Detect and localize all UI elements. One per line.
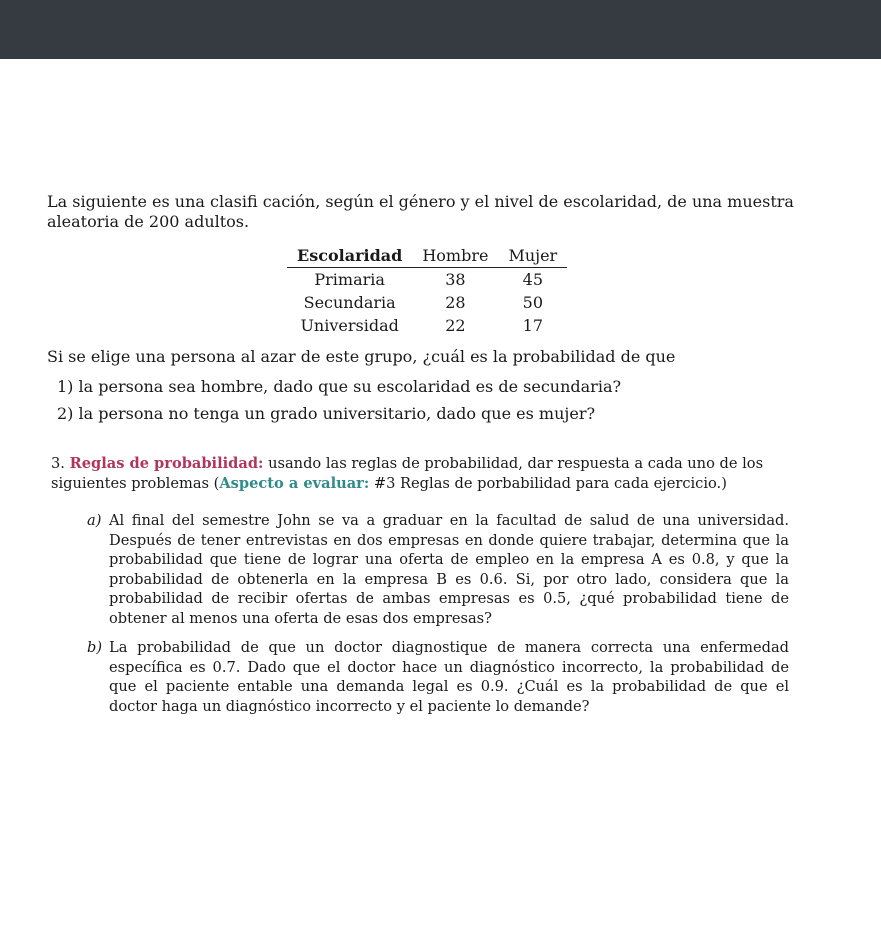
table-cell: 28: [445, 293, 466, 312]
column-header: Hombre: [412, 243, 498, 268]
table-row: [287, 291, 567, 314]
frequency-table: [287, 243, 567, 337]
problem-label: a): [87, 512, 102, 529]
table-header-row: [287, 243, 567, 268]
question-item: 2) la persona no tenga un grado universitario, dado que es mujer?: [57, 404, 596, 423]
table-row: [287, 268, 567, 292]
table-cell: 38: [445, 270, 466, 289]
section-title: Reglas de probabilidad:: [69, 455, 264, 472]
question-text: Si se elige una persona al azar de este grupo, ¿cuál es la probabilidad de que: [47, 347, 676, 366]
table-cell: Secundaria: [303, 293, 396, 312]
table-cell: 17: [522, 316, 543, 335]
problem-text: Al final del semestre John se va a graduar en la facultad de salud de una universidad. Después de tener entrevistas en dos empresas en donde quiere trabajar, determina que la probabilidad que tiene de lograr una oferta de empleo en la empresa A es 0.8, y que la probabilidad de obtenerla en la empresa B es 0.6. Si, por otro lado, considera que la probabilidad de recibir ofertas de ambas empresas es 0.5, ¿qué probabilidad tiene de obtener al menos una oferta de esas dos empresas?: [109, 512, 789, 627]
aspect-text: #3 Reglas de porbabilidad para cada ejercicio.): [373, 474, 727, 492]
section-intro: usando las reglas de probabilidad, dar respuesta a cada uno de los siguientes problemas (: [51, 455, 764, 492]
aspect-label: Aspecto a evaluar:: [219, 474, 370, 492]
table-row: [287, 314, 567, 337]
top-bar: [0, 0, 881, 59]
section-3-heading: [51, 454, 791, 493]
column-header: Escolaridad: [287, 243, 412, 268]
column-header: Mujer: [498, 243, 567, 268]
table-cell: 50: [522, 293, 543, 312]
question-item: 1) la persona sea hombre, dado que su escolaridad es de secundaria?: [57, 377, 622, 396]
problem-text: La probabilidad de que un doctor diagnostique de manera correcta una enfermedad específica es 0.7. Dado que el doctor hace un diagnóstico incorrecto, la probabilidad de que el paciente entable una demanda legal es 0.9. ¿Cuál es la probabilidad de que el doctor haga un diagnóstico incorrecto y el paciente lo demande?: [109, 639, 789, 715]
intro-paragraph: La siguiente es una clasifi cación, según el género y el nivel de escolaridad, de una muestra aleatoria de 200 adultos.: [47, 192, 794, 231]
table-cell: 22: [445, 316, 466, 335]
problem-label: b): [87, 639, 103, 656]
table-cell: Universidad: [300, 316, 399, 335]
table-cell: 45: [522, 270, 543, 289]
section-number: 3.: [51, 455, 65, 472]
table-cell: Primaria: [314, 270, 385, 289]
